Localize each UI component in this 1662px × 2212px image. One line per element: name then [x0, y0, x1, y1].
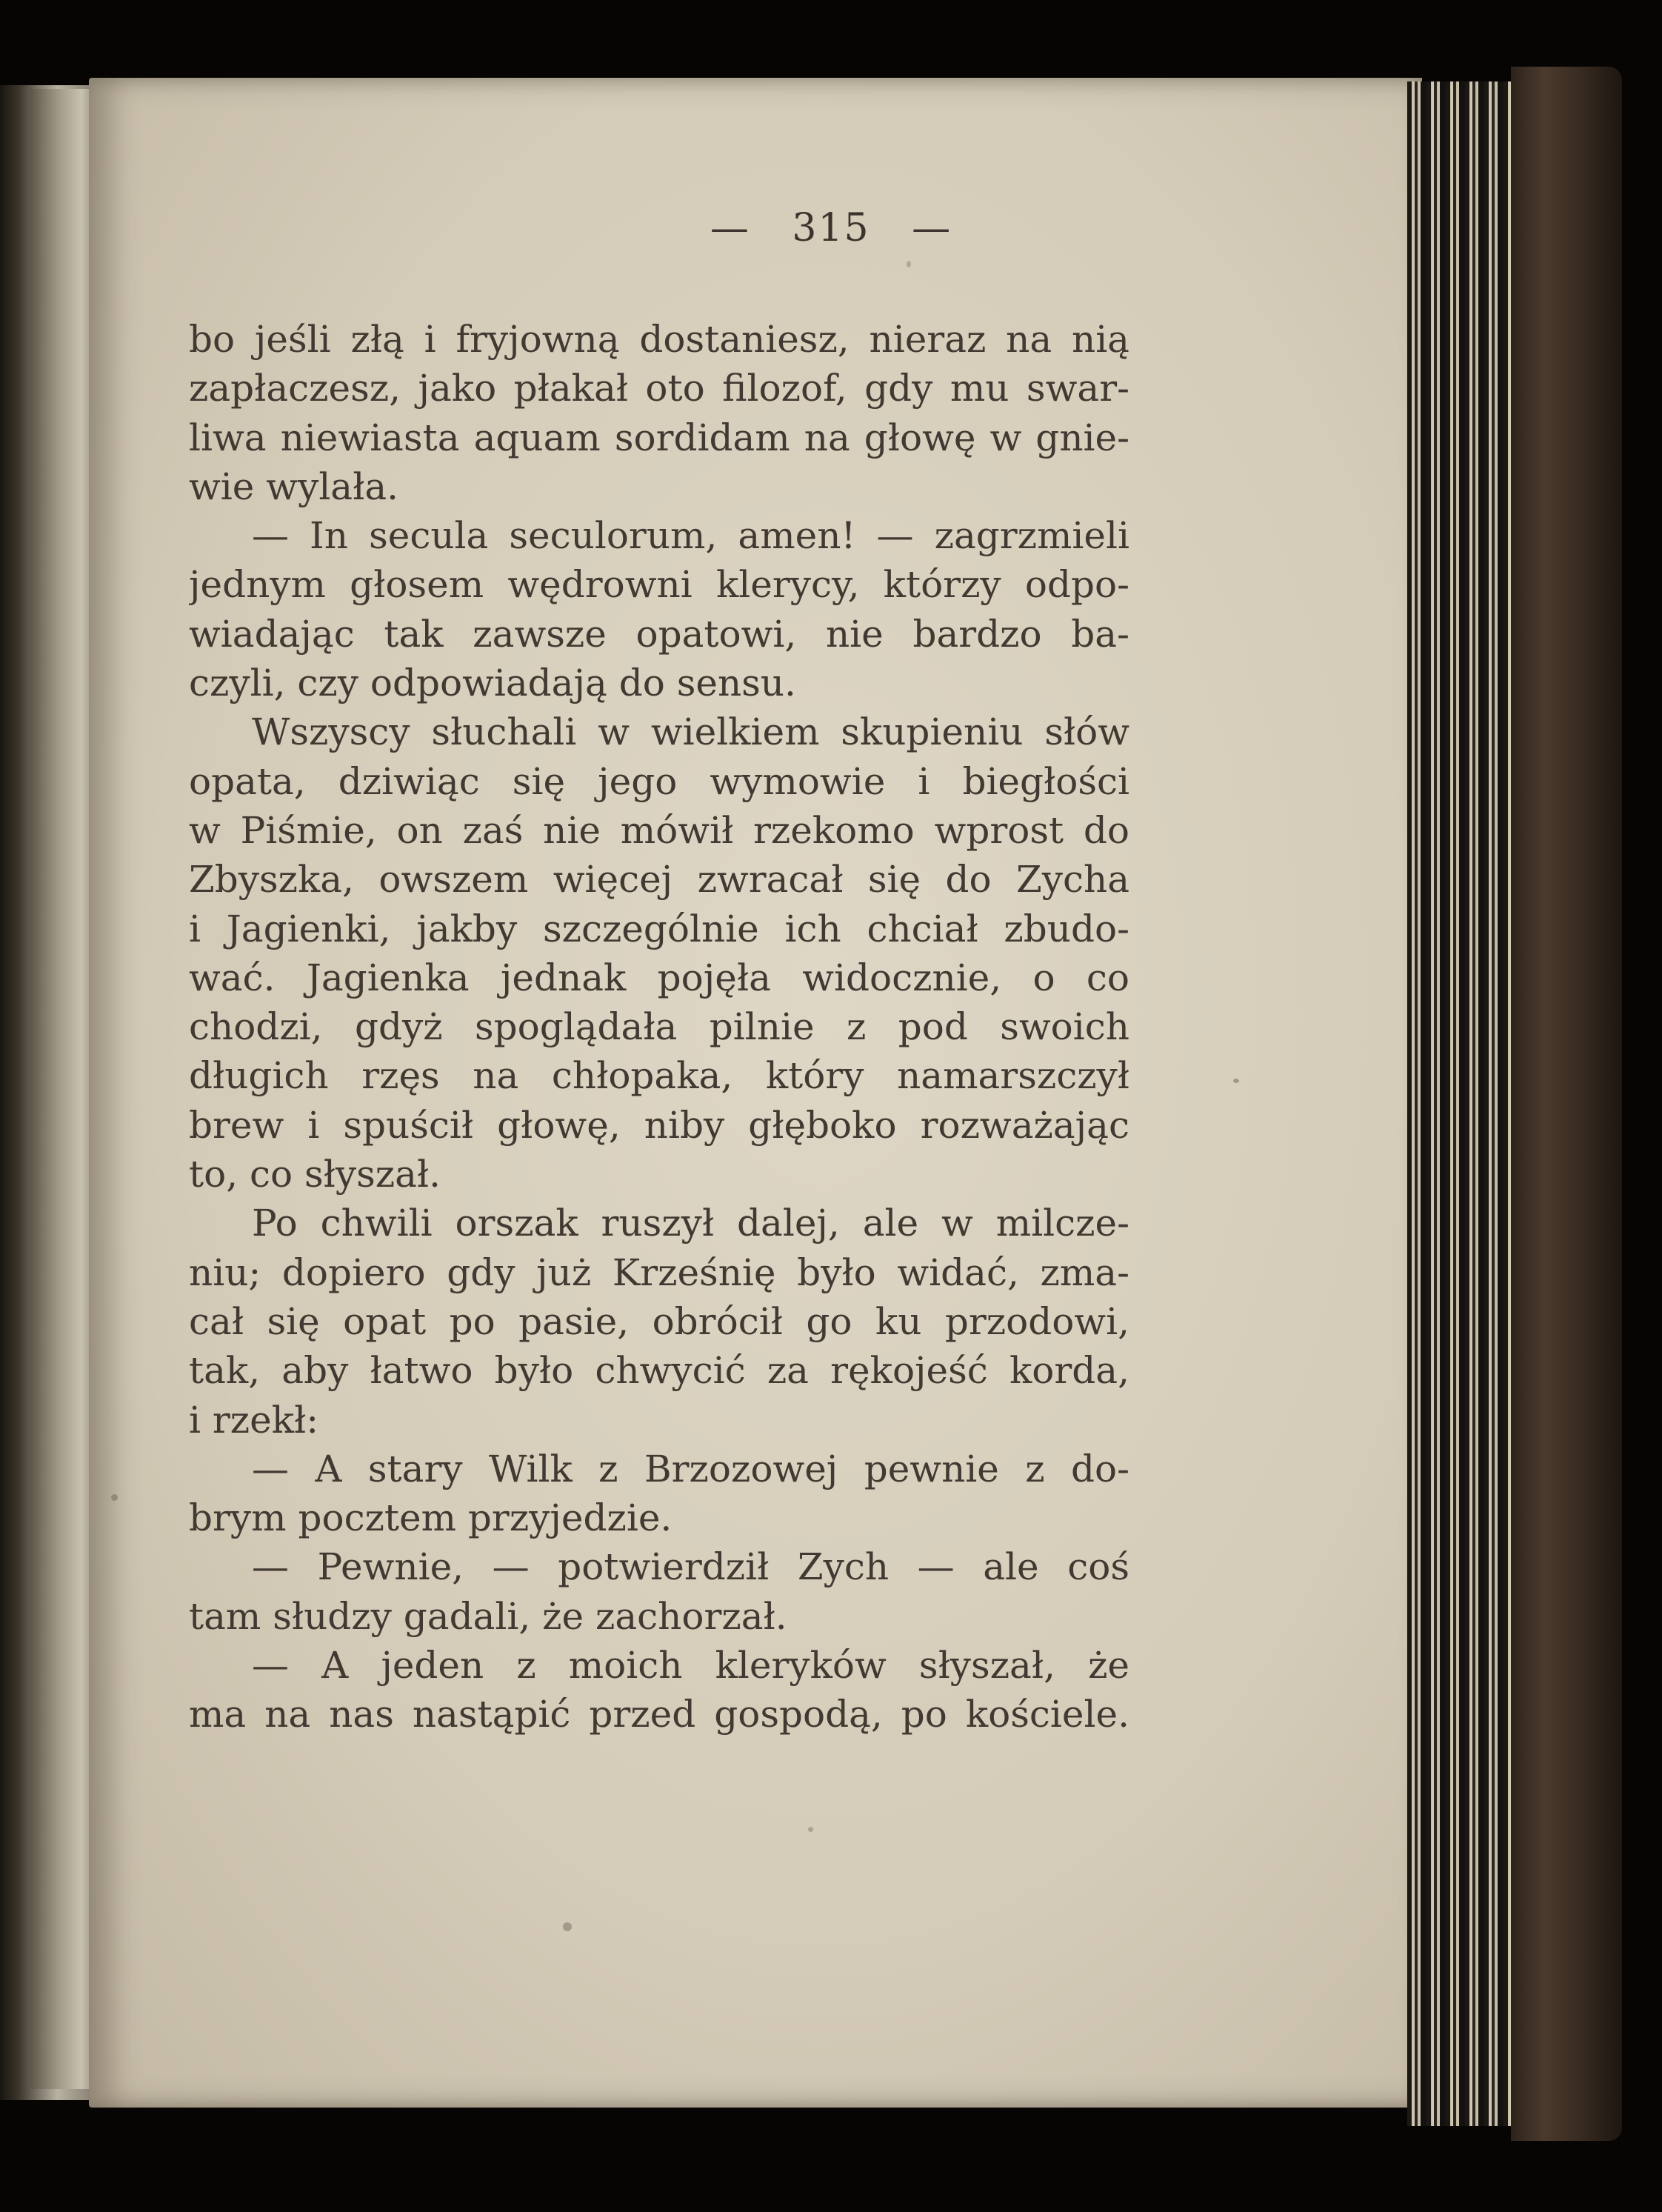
text-line: Wszyscy słuchali w wielkiem skupieniu słów	[252, 710, 1129, 754]
page-header	[0, 206, 1662, 250]
page-speck	[907, 261, 911, 267]
text-line: opata, dziwiąc się jego wymowie i biegłości	[189, 759, 1129, 803]
page-speck	[563, 1922, 572, 1931]
text-line: — Pewnie, — potwierdził Zych — ale coś	[252, 1545, 1129, 1589]
page-number: 315	[792, 206, 870, 250]
page-speck	[1233, 1079, 1239, 1083]
text-line: i Jagienki, jakby szczególnie ich chciał zbudo-	[189, 907, 1129, 950]
text-line: wiadając tak zawsze opatowi, nie bardzo ba-	[189, 612, 1129, 656]
text-line: — A stary Wilk z Brzozowej pewnie z do-	[252, 1447, 1129, 1490]
page-speck	[808, 1827, 813, 1832]
text-line: Po chwili orszak ruszył dalej, ale w milcze-	[252, 1202, 1129, 1245]
text-line: liwa niewiasta aquam sordidam na głowę w gnie-	[189, 416, 1129, 459]
text-line: w Piśmie, on zaś nie mówił rzekomo wprost do	[189, 808, 1129, 852]
text-line: Zbyszka, owszem więcej zwracał się do Zycha	[189, 858, 1129, 902]
text-line: — In secula seculorum, amen! — zagrzmieli	[252, 514, 1129, 558]
page-stack-edge	[1407, 81, 1518, 2126]
text-line: niu; dopiero gdy już Krześnię było widać, zma-	[189, 1250, 1129, 1294]
text-line: tak, aby łatwo było chwycić za rękojeść korda,	[189, 1349, 1129, 1393]
text-line: długich rzęs na chłopaka, który namarszczył	[189, 1054, 1129, 1098]
text-line: ma na nas nastąpić przed gospodą, po kościele.	[189, 1693, 1129, 1736]
text-line: wie wylała.	[189, 464, 399, 508]
text-line: brew i spuścił głowę, niby głęboko rozważając	[189, 1103, 1129, 1147]
text-line: brym pocztem przyjedzie.	[189, 1496, 673, 1540]
text-line: tam słudzy gadali, że zachorzał.	[189, 1594, 787, 1638]
page-speck	[111, 1494, 118, 1501]
text-line: bo jeśli złą i fryjowną dostaniesz, nieraz na nią	[189, 318, 1129, 361]
text-line: — A jeden z moich kleryków słyszał, że	[252, 1644, 1129, 1688]
text-line: jednym głosem wędrowni klerycy, którzy odpo-	[189, 563, 1129, 607]
text-line: cał się opat po pasie, obrócił go ku przodowi,	[189, 1299, 1129, 1343]
text-line: chodzi, gdyż spoglądała pilnie z pod swoich	[189, 1005, 1129, 1049]
body-text	[189, 315, 1129, 1739]
header-dash-right: —	[912, 206, 952, 250]
text-line: to, co słyszał.	[189, 1153, 441, 1196]
text-line: i rzekł:	[189, 1398, 319, 1442]
text-line: zapłaczesz, jako płakał oto filozof, gdy mu swar-	[189, 367, 1129, 410]
header-dash-left: —	[710, 206, 750, 250]
text-line: czyli, czy odpowiadają do sensu.	[189, 662, 796, 705]
text-line: wać. Jagienka jednak pojęła widocznie, o co	[189, 956, 1129, 999]
book-cover-right	[1511, 67, 1622, 2141]
